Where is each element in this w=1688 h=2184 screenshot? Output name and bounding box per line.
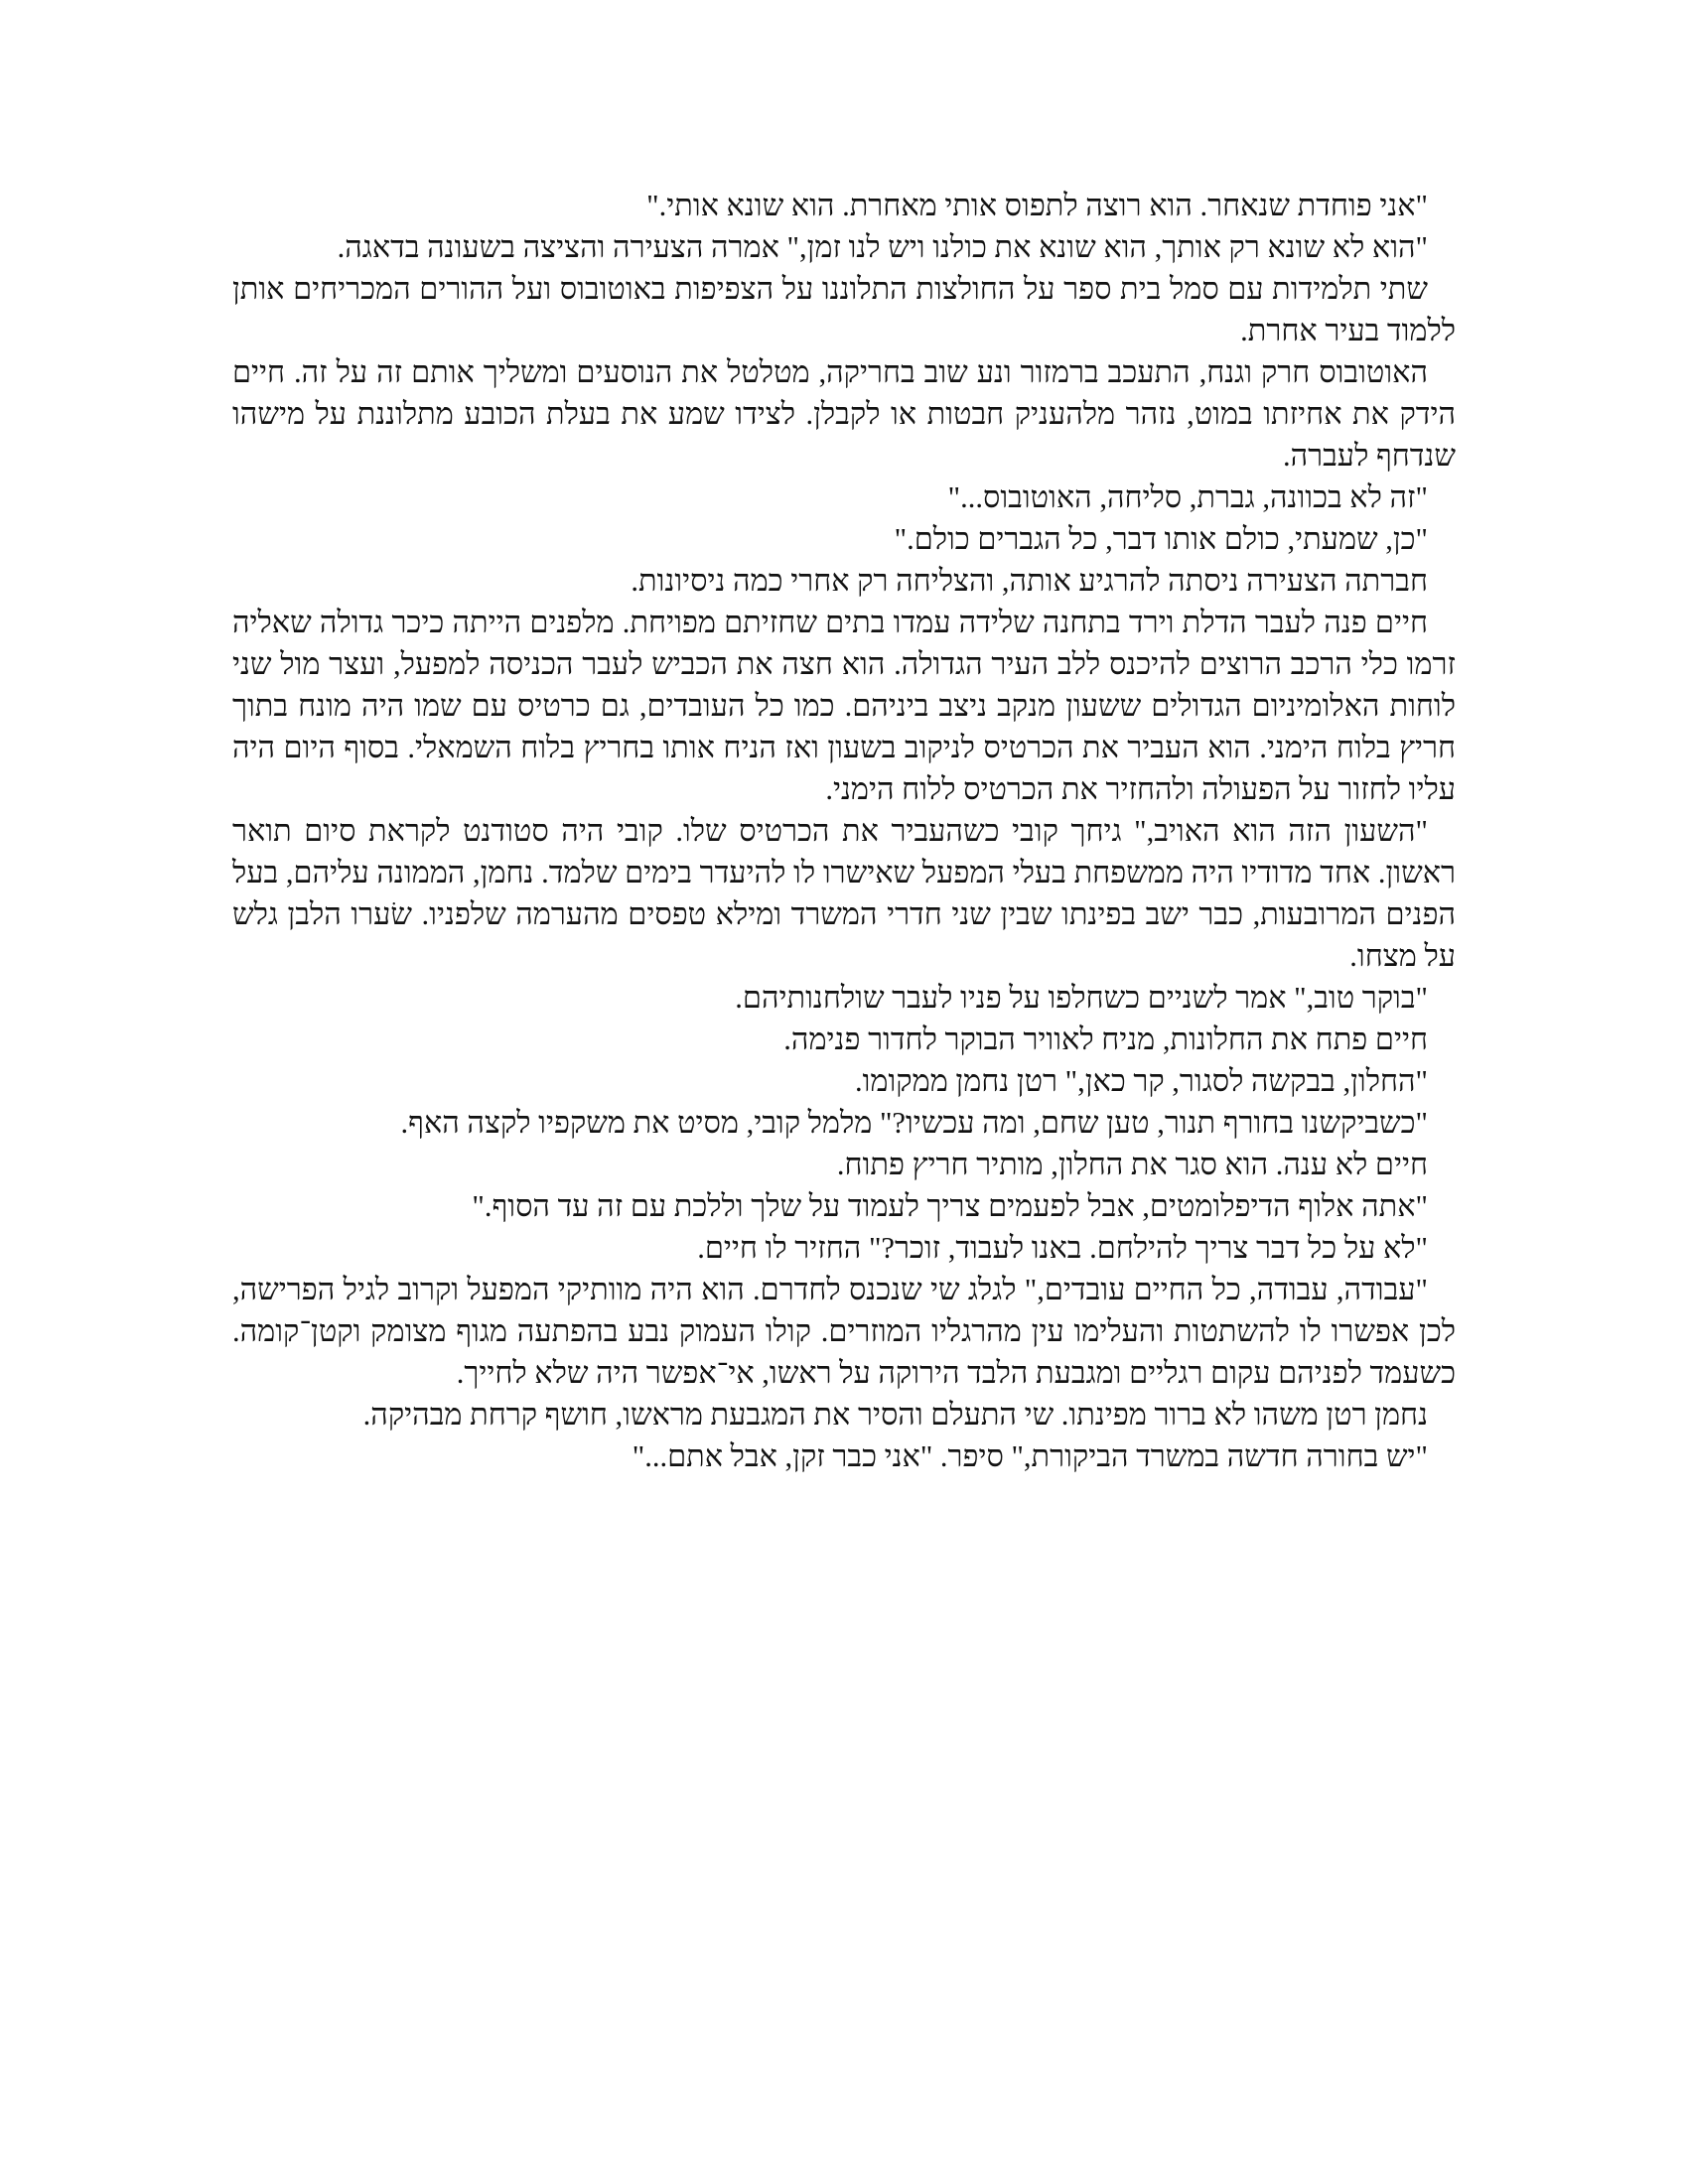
paragraph: חברתה הצעירה ניסתה להרגיע אותה, והצליחה רק אחרי כמה ניסיונות.: [631, 564, 1428, 598]
document-page: [232, 185, 1456, 1477]
paragraph: "אני פוחדת שנאחר. הוא רוצה לתפוס אותי מאחרת. הוא שונא אותי.": [646, 189, 1428, 222]
paragraph: "אתה אלוף הדיפלומטים, אבל לפעמים צריך לעמוד על שלך וללכת עם זה עד הסוף.": [472, 1189, 1428, 1223]
paragraph: "בוקר טוב," אמר לשניים כשחלפו על פניו לעבר שולחנותיהם.: [735, 981, 1428, 1015]
paragraph: נחמן רטן משהו לא ברור מפינתו. שי התעלם והסיר את המגבעת מראשו, חושף קרחת מבהיקה.: [362, 1398, 1428, 1432]
paragraph: חיים פתח את החלונות, מניח לאוויר הבוקר לחדור פנימה.: [783, 1023, 1428, 1056]
paragraph: "השעון הזה הוא האויב," גיחך קובי כשהעביר את הכרטיס שלו. קובי היה סטודנט לקראת סיום תואר ראשון. אחד מדודיו היה ממשפחת בעלי המפעל שאישרו לו להיעדר בימים שלמד. נחמן, הממונה עליהם, בעל הפנים המרובעות, כבר ישב בפינתו שבין שני חדרי המשרד ומילא טפסים מהערמה שלפניו. שׂערו הלבן גלש על מצחו.: [232, 814, 1456, 973]
paragraph: "החלון, בבקשה לסגור, קר כאן," רטן נחמן ממקומו.: [855, 1064, 1428, 1098]
paragraph: "זה לא בכוונה, גברת, סליחה, האוטובוס...": [947, 480, 1428, 514]
paragraph: "לא על כל דבר צריך להילחם. באנו לעבוד, זוכר?" החזיר לו חיים.: [697, 1231, 1428, 1265]
paragraph: שתי תלמידות עם סמל בית ספר על החולצות התלוננו על הצפיפות באוטובוס ועל ההורים המכריחים אותן ללמוד בעיר אחרת.: [232, 272, 1456, 347]
paragraph: "כן, שמעתי, כולם אותו דבר, כל הגברים כולם.": [894, 522, 1428, 556]
paragraph: חיים לא ענה. הוא סגר את החלון, מותיר חריץ פתוח.: [836, 1148, 1428, 1181]
paragraph: "הוא לא שונא רק אותך, הוא שונא את כולנו ויש לנו זמן," אמרה הצעירה והציצה בשעונה בדאגה.: [337, 230, 1428, 264]
paragraph: "עבודה, עבודה, כל החיים עובדים," לגלג שי שנכנס לחדרם. הוא היה מוותיקי המפעל וקרוב לגיל הפרישה, לכן אפשרו לו להשתטות והעלימו עין מהרגליו המוזרים. קולו העמוק נבע בהפתעה מגוף מצומק וקטן־קומה. כשעמד לפניהם עקום רגליים ומגבעת הלבד הירוקה על ראשו, אי־אפשר היה שלא לחייך.: [232, 1273, 1456, 1390]
paragraph: "כשביקשנו בחורף תנור, טען שחם, ומה עכשיו?" מלמל קובי, מסיט את משקפיו לקצה האף.: [400, 1106, 1428, 1140]
paragraph: האוטובוס חרק וגנח, התעכב ברמזור ונע שוב בחריקה, מטלטל את הנוסעים ומשליך אותם זה על זה. חיים הידק את אחיזתו במוט, נזהר מלהעניק חבטות או לקבלן. לצידו שמע את בעלת הכובע מתלוננת על מישהו שנדחף לעברה.: [232, 355, 1456, 473]
paragraph: חיים פנה לעבר הדלת וירד בתחנה שלידה עמדו בתים שחזיתם מפויחת. מלפנים הייתה כיכר גדולה שאליה זרמו כלי הרכב הרוצים להיכנס ללב העיר הגדולה. הוא חצה את הכביש לעבר הכניסה למפעל, ועצר מול שני לוחות האלומיניום הגדולים ששעון מנקב ניצב ביניהם. כמו כל העובדים, גם כרטיס עם שמו היה מונח בתוך חריץ בלוח הימני. הוא העביר את הכרטיס לניקוב בשעון ואז הניח אותו בחריץ בלוח השמאלי. בסוף היום היה עליו לחזור על הפעולה ולהחזיר את הכרטיס ללוח הימני.: [232, 606, 1456, 806]
paragraph: "יש בחורה חדשה במשרד הביקורת," סיפר. "אני כבר זקן, אבל אתם...": [632, 1439, 1428, 1473]
